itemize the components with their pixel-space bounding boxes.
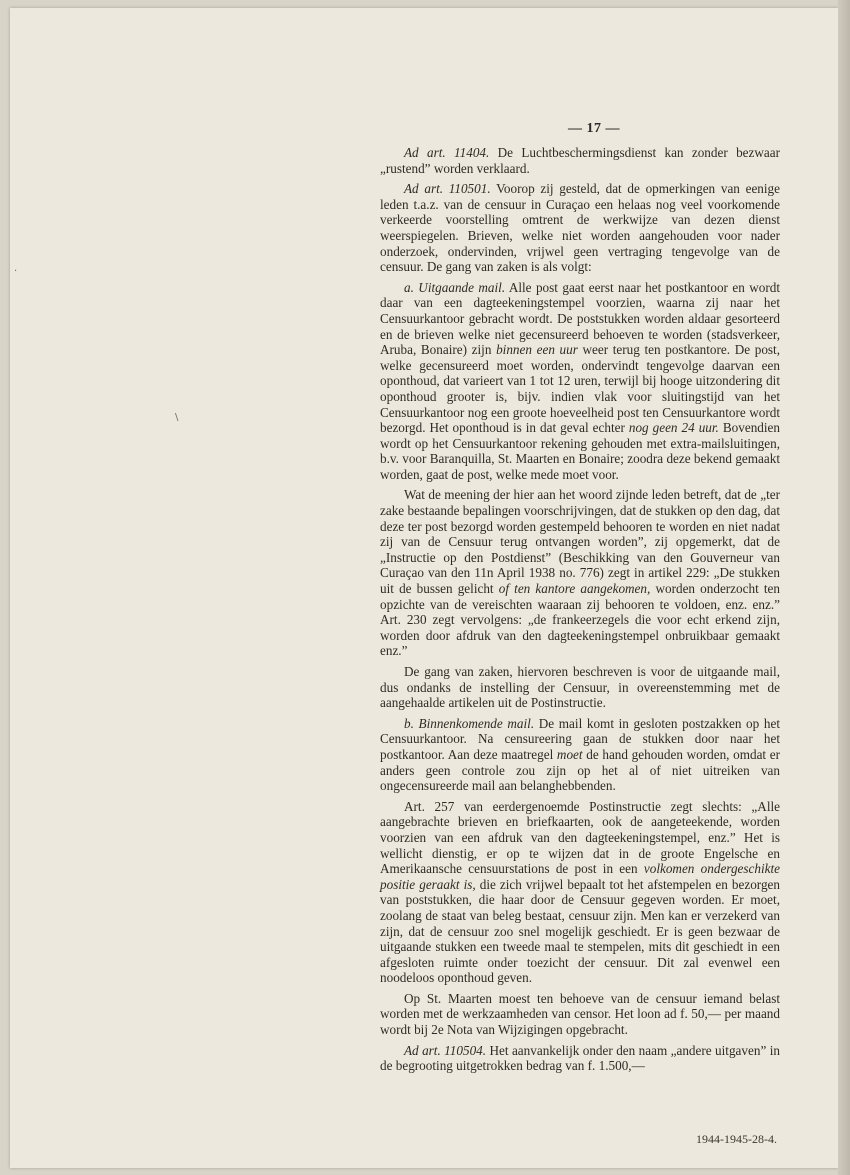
paragraph-art-257: [380, 799, 780, 986]
margin-mark: \: [175, 412, 179, 423]
paragraph-opinion: [380, 487, 780, 659]
document-code: 1944-1945-28-4.: [696, 1132, 777, 1146]
paragraph-art-110501: [380, 181, 780, 275]
page-edge: [838, 0, 850, 1175]
paragraph-art-110504: [380, 1043, 780, 1074]
section-heading: b. Binnenkomende mail.: [404, 715, 535, 731]
margin-mark: ·: [14, 266, 18, 277]
emphasis: volkomen ondergeschikte positie geraakt is,: [380, 861, 780, 892]
paragraph-text: Bovendien wordt op het Censuurkantoor rekening gehouden met extra-mailsluitingen, b.v. voor Baranquilla, St. Maarten en Bonaire; zoodra deze bekend gemaakt worden, gaat de post, welke mede moet voor.: [380, 420, 780, 482]
emphasis: nog geen 24 uur.: [628, 420, 719, 436]
paragraph-text: Voorop zij gesteld, dat de opmerkingen van eenige leden t.a.z. van de censuur in Curaçao een helaas nog veel voorkomende verkeerde voorstelling omtrent de werkwijze van dezen dienst weerspiegelen. Brieven, welke niet worden aangehouden voor nader onderzoek, ondervinden, vrijwel geen vertraging tengevolge van de censuur. De gang van zaken is als volgt:: [380, 181, 780, 275]
paragraph-text: die zich vrijwel bepaalt tot het afstempelen en bezorgen van poststukken, die haar door de Censuur gegeven worden. Er moet, zoolang de staat van beleg bestaat, censuur zijn. Men kan er verzekerd van zijn, dat de censuur zoo snel mogelijk geschiedt. Er is geen bezwaar de uitgaande stukken een tweede maal te stempelen, mits dit geschiedt in een afgesloten ruimte onder toezicht der censuur. Dit zal evenwel een noodeloos oponthoud geven.: [380, 876, 781, 986]
paragraph-text: Op St. Maarten moest ten behoeve van de censuur iemand belast worden met de werkzaamheden van censor. Het loon ad f. 50,— per maand wordt bij 2e Nota van Wijzigingen opgebracht.: [380, 990, 780, 1038]
emphasis: moet: [556, 746, 583, 762]
paragraph-text: worden onderzocht ten opzichte van de vereischten waaraan zij behooren te voldoen, enz. enz.” Art. 230 zegt vervolgens: „de frankeerzegels die voor echt erkend zijn, worden door afdruk van den dagteekeningstempel onbruikbaar gemaakt enz.”: [380, 581, 781, 659]
paragraph-text: De mail komt in gesloten postzakken op het Censuurkantoor. Na censureering gaan de stukken door naar het postkantoor. Aan deze maatregel: [380, 715, 780, 762]
paragraph-text: De gang van zaken, hiervoren beschreven is voor de uitgaande mail, dus ondanks de instelling der Censuur, in overeenstemming met de aangehaalde artikelen uit de Postinstructie.: [380, 664, 780, 711]
paragraph-text: De Luchtbeschermingsdienst kan zonder bezwaar „rustend” worden verklaard.: [380, 145, 781, 176]
paragraph-text: Wat de meening der hier aan het woord zijnde leden betreft, dat de „ter zake bestaande bepalingen voorschrijvingen, dat de stukken op den dag, dat deze ter post bezorgd worden gestempeld behooren te worden en niet nadat zij van de Censuur terug ontvangen worden”, zij opgemerkt, dat de „Instructie op den Postdienst” (Beschikking van den Gouverneur van Curaçao van den 11n April 1938 no. 776) zegt in artikel 229: „De stukken uit de bussen gelicht: [380, 487, 780, 597]
article-reference: Ad art. 110504.: [404, 1042, 487, 1058]
paragraph-text: Alle post gaat eerst naar het postkantoor en wordt daar van een dagteekeningstempel voorzien, waarna zij naar het Censuurkantoor gebracht wordt. De poststukken worden aldaar gesorteerd en de brieven welke niet gecensureerd behoeven te worden (stadsverkeer, Aruba, Bonaire) zijn: [380, 279, 780, 358]
paragraph-outgoing-mail: [380, 280, 780, 483]
document-page: [10, 8, 838, 1168]
section-heading: a. Uitgaande mail.: [404, 279, 506, 295]
paragraph-incoming-mail: [380, 716, 780, 794]
article-reference: Ad art. 11404.: [404, 145, 490, 160]
paragraph-st-maarten: [380, 991, 780, 1038]
paragraph-text: de hand gehouden worden, omdat er anders geen controle zou zijn op het al of niet uitreiken van ongecensureerde mail aan belanghebbenden.: [380, 746, 781, 794]
emphasis: binnen een uur: [496, 342, 578, 358]
body-text: [380, 145, 780, 1079]
paragraph-text: Het aanvankelijk onder den naam „andere uitgaven” in de begrooting uitgetrokken bedrag van f. 1.500,—: [380, 1042, 780, 1074]
paragraph-art-11404: [380, 145, 780, 176]
emphasis: of ten kantore aangekomen,: [498, 581, 651, 597]
paragraph-text: weer terug ten postkantore. De post, welke gecensureerd moet worden, ondervindt tengevolge daarvan een oponthoud, dat varieert van 1 tot 12 uren, terwijl bij hooge uitzondering dit oponthoud grooter is, bijv. indien vlak voor sluitingstijd van het Censuurkantoor nog een groote hoeveelheid post ten Censuurkantore wordt bezorgd. Het oponthoud is in dat geval echter: [380, 342, 781, 436]
paragraph-procedure: [380, 664, 780, 711]
article-reference: Ad art. 110501.: [404, 181, 491, 197]
page-number: — 17 —: [568, 121, 620, 136]
paragraph-text: Art. 257 van eerdergenoemde Postinstructie zegt slechts: „Alle aangebrachte brieven en briefkaarten, ook de aangeteekende, worden voorzien van een afdruk van den dagteekeningstempel, enz.” Het is wellicht dienstig, er op te wijzen dat in de groote Engelsche en Amerikaansche censuurstations de post in een: [380, 798, 780, 877]
